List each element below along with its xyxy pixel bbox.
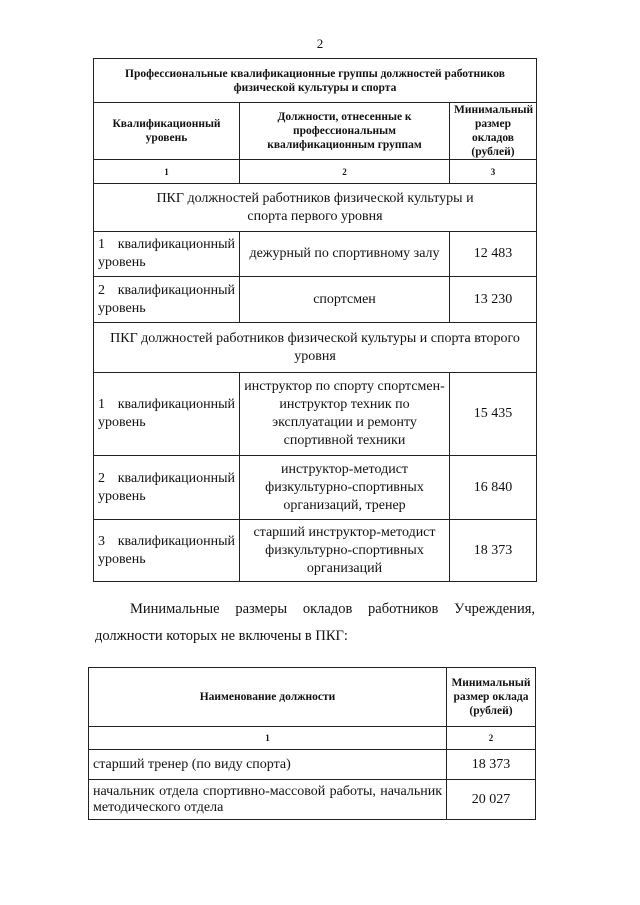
pkg-table <box>93 58 537 582</box>
header-position-name: Наименование должности <box>89 668 447 727</box>
paragraph-text: Минимальные размеры окладов работников Учреждения, должности которых не включены в ПКГ: <box>95 601 535 644</box>
positions-cell: инструктор-методист физкультурно-спортивных организаций, тренер <box>240 456 450 520</box>
header-salary: Минимальный размер оклада (рублей) <box>447 668 536 727</box>
level-cell: 1 квалификационный уровень <box>94 232 240 277</box>
header-salary: Минимальный размер окладов (рублей) <box>450 103 537 160</box>
level-cell: 1 квалификационный уровень <box>94 373 240 456</box>
pkg-table-title: Профессиональные квалификационные группы должностей работников физической культуры и спорта <box>94 59 537 103</box>
col-number: 1 <box>89 727 447 750</box>
salary-cell: 20 027 <box>447 780 536 820</box>
col-number: 1 <box>94 160 240 184</box>
level-cell: 2 квалификационный уровень <box>94 277 240 323</box>
position-name-cell: старший тренер (по виду спорта) <box>89 750 447 780</box>
col-number: 2 <box>447 727 536 750</box>
col-number: 3 <box>450 160 537 184</box>
salary-cell: 18 373 <box>450 520 537 582</box>
col-number: 2 <box>240 160 450 184</box>
positions-cell: спортсмен <box>240 277 450 323</box>
salary-cell: 16 840 <box>450 456 537 520</box>
level-cell: 2 квалификационный уровень <box>94 456 240 520</box>
salary-cell: 18 373 <box>447 750 536 780</box>
header-level: Квалификационный уровень <box>94 103 240 160</box>
positions-cell: инструктор по спорту спортсмен-инструктор техник по эксплуатации и ремонту спортивной техники <box>240 373 450 456</box>
positions-cell: дежурный по спортивному залу <box>240 232 450 277</box>
positions-cell: старший инструктор-методист физкультурно-спортивных организаций <box>240 520 450 582</box>
salary-cell: 12 483 <box>450 232 537 277</box>
salary-cell: 13 230 <box>450 277 537 323</box>
other-positions-table <box>88 667 536 820</box>
page-number: 2 <box>316 36 324 51</box>
salary-cell: 15 435 <box>450 373 537 456</box>
position-name-cell: начальник отдела спортивно-массовой работы, начальник методического отдела <box>89 780 447 820</box>
level-cell: 3 квалификационный уровень <box>94 520 240 582</box>
group-title: ПКГ должностей работников физической культуры и спорта первого уровня <box>94 184 537 232</box>
header-positions: Должности, отнесенные к профессиональным квалификационным группам <box>240 103 450 160</box>
group-title: ПКГ должностей работников физической культуры и спорта второго уровня <box>94 323 537 373</box>
